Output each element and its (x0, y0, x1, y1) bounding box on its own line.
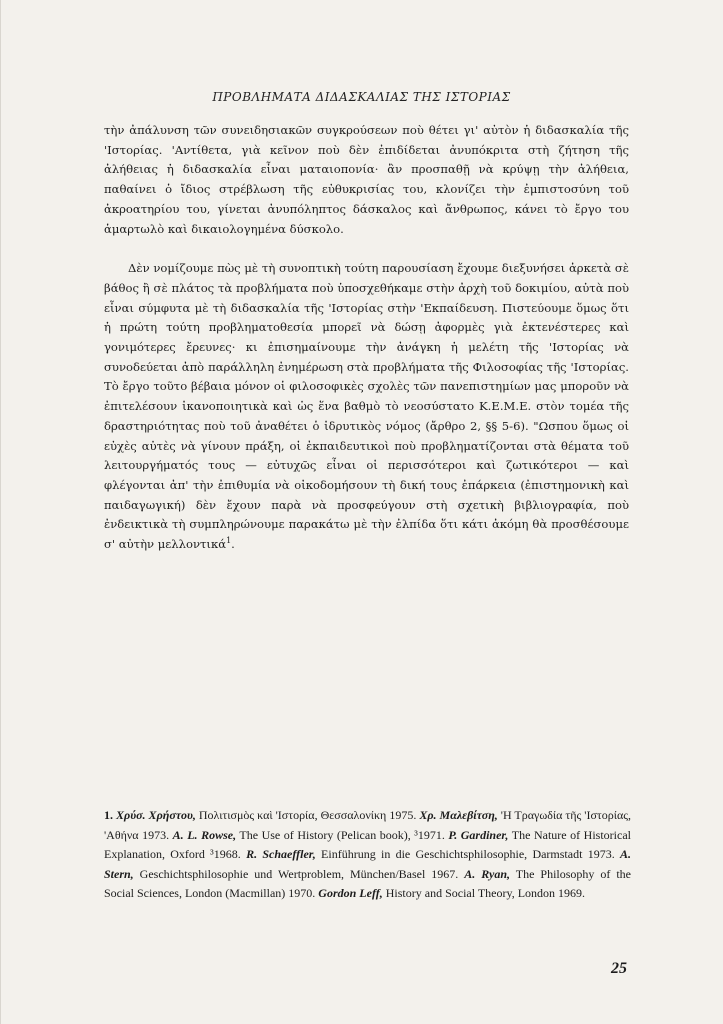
paragraph-1: τὴν ἀπάλυνση τῶν συνειδησιακῶν συγκρούσεων ποὺ θέτει γι' αὐτὸν ἡ διδασκαλία τῆς 'Ιστορίας. 'Αντίθετα, γιὰ κεῖνον ποὺ δὲν ἐπιδίδεται ἀνυπόκριτα στὴ ζήτηση τῆς ἀλήθειας ἡ διδασκαλία εἶναι ματαιοπονία· ἂν προσπαθῇ νὰ κρύψῃ τὴν ἀλήθεια, παθαίνει ὁ ἴδιος στρέβλωση τῆς εὐθυκρισίας του, κλονίζει τὴν ἐμπιστοσύνη τοῦ ἀκροατηρίου του, γίνεται ἀνυπόληπτος δάσκαλος καὶ ἄνθρωπος, κάνει τὸ ἔργο του ἁμαρτωλὸ καὶ δικαιολογημένα δύσκολο. (104, 123, 629, 236)
footnote-author: R. Schaeffler, (246, 847, 316, 862)
footnote-number: 1. (104, 808, 113, 822)
footnote-author: Χρύσ. Χρήστου, (116, 808, 196, 822)
page-number: 25 (611, 960, 627, 977)
footnote-text: Geschichtsphilosophie und Wertproblem, München/Basel 1967. (133, 866, 465, 881)
footnote-text: The Nature of Historical Explanation, Oxford ³1968. (104, 827, 632, 862)
footnote-author: Χρ. Μαλεβίτση, (419, 808, 498, 822)
footnote-text: The Philosophy of the Social Sciences, London (Macmillan) 1970. (104, 866, 632, 901)
footnote-author: Gordon Leff, (318, 886, 383, 901)
footnote-marker[interactable]: 1 (226, 536, 232, 546)
running-head: ΠΡΟΒΛΗΜΑΤΑ ΔΙΔΑΣΚΑΛΙΑΣ ΤΗΣ ΙΣΤΟΡΙΑΣ (212, 90, 511, 104)
paragraph-2: Δὲν νομίζουμε πὼς μὲ τὴ συνοπτικὴ τούτη παρουσίαση ἔχουμε διεξυνήσει ἀρκετὰ σὲ βάθος ἢ σὲ πλάτος τὰ προβλήματα ποὺ ὑποσχεθήκαμε στὴν ἀρχὴ τοῦ δοκιμίου, αὐτὰ ποὺ εἶναι σύμφυτα μὲ τὴ διδασκαλία τῆς 'Ιστορίας στὴν 'Εκπαίδευση. Πιστεύουμε ὅμως ὅτι ἡ πρώτη τούτη προβληματοθεσία μπορεῖ νὰ δώσῃ ἀφορμὲς γιὰ ἐκτενέστερες καὶ γονιμότερες ἔρευνες· κι ἐπισημαίνουμε τὴν ἀνάγκη ἡ μελέτη τῆς 'Ιστορίας νὰ συνοδεύεται ἀπὸ παράλληλη ἐνημέρωση στὰ προβλήματα τῆς Φιλοσοφίας τῆς 'Ιστορίας. Τὸ ἔργο τοῦτο βέβαια μόνον οἱ φιλοσοφικὲς σχολὲς τῶν πανεπιστημίων μας μποροῦν νὰ ἐπιτελέσουν ἱκανοποιητικὰ καὶ ὡς ἕνα βαθμὸ τὸ νεοσύστατο Κ.Ε.Μ.Ε. στὸν τομέα τῆς δραστηριότητας ποὺ τοῦ ἀναθέτει ὁ ἱδρυτικὸς νόμος (ἄρθρο 2, §§ 5-6). "Ωσπου ὅμως οἱ εὐχὲς αὐτὲς νὰ γίνουν πράξη, οἱ ἐκπαιδευτικοὶ ποὺ προβληματίζονται στὰ θέματα τοῦ λειτουργήματός τους — εὐτυχῶς εἶναι οἱ περισσότεροι καὶ ζωτικότεροι — καὶ φλέγονται ἀπ' τὴν ἐπιθυμία νὰ οἰκοδομήσουν τὴ δική τους ἐπάρκεια (ἐπιστημονικὴ καὶ παιδαγωγική) δὲν ἔχουν παρὰ νὰ προσφεύγουν στὴ σχετικὴ βιβλιογραφία, ποὺ ἐνδεικτικὰ τὴ συμπληρώνουμε παρακάτω μὲ τὴν ἐλπίδα ὅτι κάτι ἀκόμη θὰ προσθέσουμε σ' αὐτὴν μελλοντικά$^1$. (104, 261, 629, 552)
footnote-text: Einführung in die Geschichtsphilosophie, Darmstadt 1973. (315, 847, 620, 862)
footnote-author: A. Stern, (104, 847, 631, 881)
footnote-text: History and Social Theory, London 1969. (382, 886, 586, 901)
footnote-author: A. L. Rowse, (172, 827, 237, 842)
footnote-author: A. Ryan, (464, 866, 511, 881)
footnote-text: The Use of History (Pelican book), ³1971. (236, 827, 449, 842)
footnote-author: P. Gardiner, (448, 827, 509, 842)
footnote (104, 806, 631, 904)
paragraph-2-text: Δὲν νομίζουμε πὼς μὲ τὴ συνοπτικὴ τούτη παρουσίαση ἔχουμε διεξυνήσει ἀρκετὰ σὲ βάθος ἢ σὲ πλάτος τὰ προβλήματα ποὺ ὑποσχεθήκαμε στὴν ἀρχὴ τοῦ δοκιμίου, αὐτὰ ποὺ εἶναι σύμφυτα μὲ τὴ διδασκαλία τῆς 'Ιστορίας στὴν 'Εκπαίδευση. Πιστεύουμε ὅμως ὅτι ἡ πρώτη τούτη προβληματοθεσία μπορεῖ νὰ δώσῃ ἀφορμὲς γιὰ ἐκτενέστερες καὶ γονιμότερες ἔρευνες· κι ἐπισημαίνουμε τὴν ἀνάγκη ἡ μελέτη τῆς 'Ιστορίας νὰ συνοδεύεται ἀπὸ παράλληλη ἐνημέρωση στὰ προβλήματα τῆς Φιλοσοφίας τῆς 'Ιστορίας. Τὸ ἔργο τοῦτο βέβαια μόνον οἱ φιλοσοφικὲς σχολὲς τῶν πανεπιστημίων μας μποροῦν νὰ ἐπιτελέσουν ἱκανοποιητικὰ καὶ ὡς ἕνα βαθμὸ τὸ νεοσύστατο Κ.Ε.Μ.Ε. στὸν τομέα τῆς δραστηριότητας ποὺ τοῦ ἀναθέτει ὁ ἱδρυτικὸς νόμος (ἄρθρο 2, §§ 5-6). "Ωσπου ὅμως οἱ εὐχὲς αὐτὲς νὰ γίνουν πράξη, οἱ ἐκπαιδευτικοὶ ποὺ προβληματίζονται στὰ θέματα τοῦ λειτουργήματός τους — εὐτυχῶς εἶναι οἱ περισσότεροι καὶ ζωτικότεροι — καὶ φλέγονται ἀπ' τὴν ἐπιθυμία νὰ οἰκοδομήσουν τὴ δική τους ἐπάρκεια (ἐπιστημονικὴ καὶ παιδαγωγική) δὲν ἔχουν παρὰ νὰ προσφεύγουν στὴ σχετικὴ βιβλιογραφία, ποὺ ἐνδεικτικὰ τὴ συμπληρώνουμε παρακάτω μὲ τὴν ἐλπίδα ὅτι κάτι ἀκόμη θὰ προσθέσουμε σ' αὐτὴν μελλοντικά (104, 261, 629, 552)
body-text (104, 121, 629, 555)
footnote-text: Πολιτισμὸς καὶ 'Ιστορία, Θεσσαλονίκη 1975. (195, 808, 420, 822)
footnote-text: 'Η Τραγωδία τῆς 'Ιστορίας, 'Αθήνα 1973. (104, 808, 631, 842)
